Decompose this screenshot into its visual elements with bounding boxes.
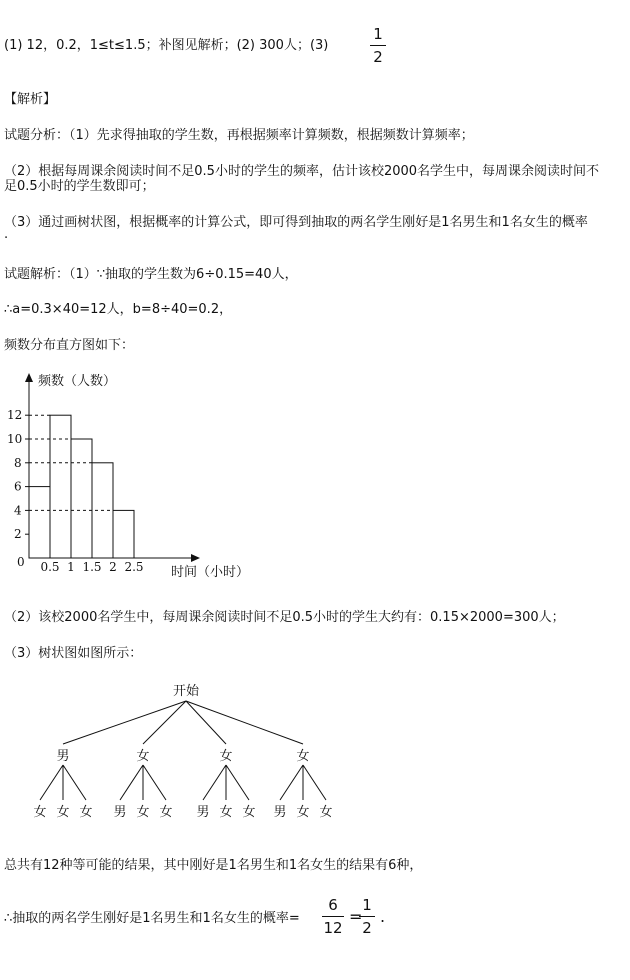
fraction-denominator: 2: [373, 48, 383, 66]
part2-line: （2）该校2000名学生中，每周课余阅读时间不足0.5小时的学生大约有：0.15×2000=300人；: [4, 610, 565, 625]
analysis-line: （3）通过画树状图，根据概率的计算公式，即可得到抽取的两名学生刚好是1名男生和1名女生的概率: [4, 215, 588, 230]
fraction-numerator: 1: [373, 25, 383, 43]
analysis-line: （2）根据每周课余阅读时间不足0.5小时的学生的频率，估计该校2000名学生中，每周课余阅读时间不: [4, 164, 600, 179]
tree-node-level2: 男: [196, 805, 210, 820]
y-tick-label: 6: [14, 479, 22, 494]
tree-diagram: [0, 675, 380, 835]
tree-branch: [40, 765, 63, 800]
tree-node-level1: 女: [219, 749, 233, 764]
analysis-line: .: [4, 227, 9, 242]
part3-line: （3）树状图如图所示：: [4, 646, 143, 661]
x-tick-label: 0.5: [40, 560, 60, 574]
tree-node-level2: 女: [319, 805, 333, 820]
tree-branch: [303, 765, 326, 800]
tree-node-level2: 男: [113, 805, 127, 820]
frequency-histogram: [0, 365, 280, 585]
fraction-denominator: 2: [362, 919, 372, 937]
tree-branch: [143, 765, 166, 800]
x-axis-label: 时间（小时）: [171, 565, 250, 580]
x-tick-label: 2: [109, 560, 117, 574]
fraction-bar: [359, 916, 375, 917]
tree-node-level1: 女: [136, 749, 150, 764]
tree-branch: [186, 701, 226, 744]
tree-branch: [203, 765, 226, 800]
fraction-denominator: 12: [323, 919, 343, 937]
y-axis-arrow: [25, 373, 33, 382]
tree-branch: [143, 701, 186, 744]
histogram-bar: [29, 487, 50, 558]
tree-node-level2: 女: [159, 805, 173, 820]
tree-node-level1: 男: [56, 749, 70, 764]
x-axis-arrow: [191, 554, 200, 562]
answer-fraction: [370, 24, 386, 67]
x-tick-label: 1.5: [82, 560, 102, 574]
y-tick-label: 4: [14, 503, 22, 518]
x-tick-label: 1: [67, 560, 75, 574]
y-axis-label: 频数（人数）: [38, 374, 117, 389]
tree-node-level2: 女: [33, 805, 47, 820]
tree-node-level2: 女: [296, 805, 310, 820]
y-tick-label: 0: [17, 555, 25, 569]
fraction-bar: [322, 916, 344, 917]
conclusion-line: ∴抽取的两名学生刚好是1名男生和1名女生的概率=: [4, 911, 300, 926]
tree-branch: [63, 765, 86, 800]
fraction-numerator: 1: [362, 896, 372, 914]
tree-node-level2: 女: [79, 805, 93, 820]
tree-node-level2: 女: [56, 805, 70, 820]
fraction-numerator: 6: [328, 896, 338, 914]
x-tick-label: 2.5: [124, 560, 144, 574]
conclusion-line: 总共有12种等可能的结果，其中刚好是1名男生和1名女生的结果有6种，: [4, 858, 423, 873]
y-tick-label: 8: [14, 455, 22, 470]
fraction-one-half: [359, 895, 375, 938]
histogram-bar: [71, 439, 92, 558]
fraction-bar: [370, 45, 386, 46]
tree-node-level2: 女: [219, 805, 233, 820]
section-title: 【解析】: [4, 92, 57, 107]
tree-branch: [280, 765, 303, 800]
histogram-bar: [50, 415, 71, 558]
fraction-six-twelfths: [322, 895, 344, 938]
tree-root: 开始: [172, 684, 200, 699]
tree-branch: [186, 701, 303, 744]
tree-branch: [226, 765, 249, 800]
tree-node-level2: 男: [273, 805, 287, 820]
tree-node-level2: 女: [242, 805, 256, 820]
solution-line: 试题解析：（1）∵抽取的学生数为6÷0.15=40人，: [4, 267, 298, 282]
period: .: [380, 907, 386, 926]
tree-branch: [63, 701, 186, 744]
histogram-bar: [113, 510, 134, 558]
analysis-line: 足0.5小时的学生数即可；: [4, 179, 155, 194]
y-tick-label: 10: [7, 432, 23, 446]
analysis-line: 试题分析：（1）先求得抽取的学生数，再根据频率计算频数，根据频数计算频率；: [4, 128, 474, 143]
solution-line: 频数分布直方图如下：: [4, 338, 135, 353]
solution-line: ∴a=0.3×40=12人，b=8÷40=0.2，: [4, 302, 233, 317]
answer-text: (1) 12，0.2，1≤t≤1.5；补图见解析；(2) 300人；(3): [4, 38, 329, 53]
y-tick-label: 2: [14, 527, 22, 542]
tree-node-level1: 女: [296, 749, 310, 764]
tree-branch: [120, 765, 143, 800]
tree-node-level2: 女: [136, 805, 150, 820]
y-tick-label: 12: [7, 408, 23, 423]
equals-sign: =: [349, 907, 363, 926]
